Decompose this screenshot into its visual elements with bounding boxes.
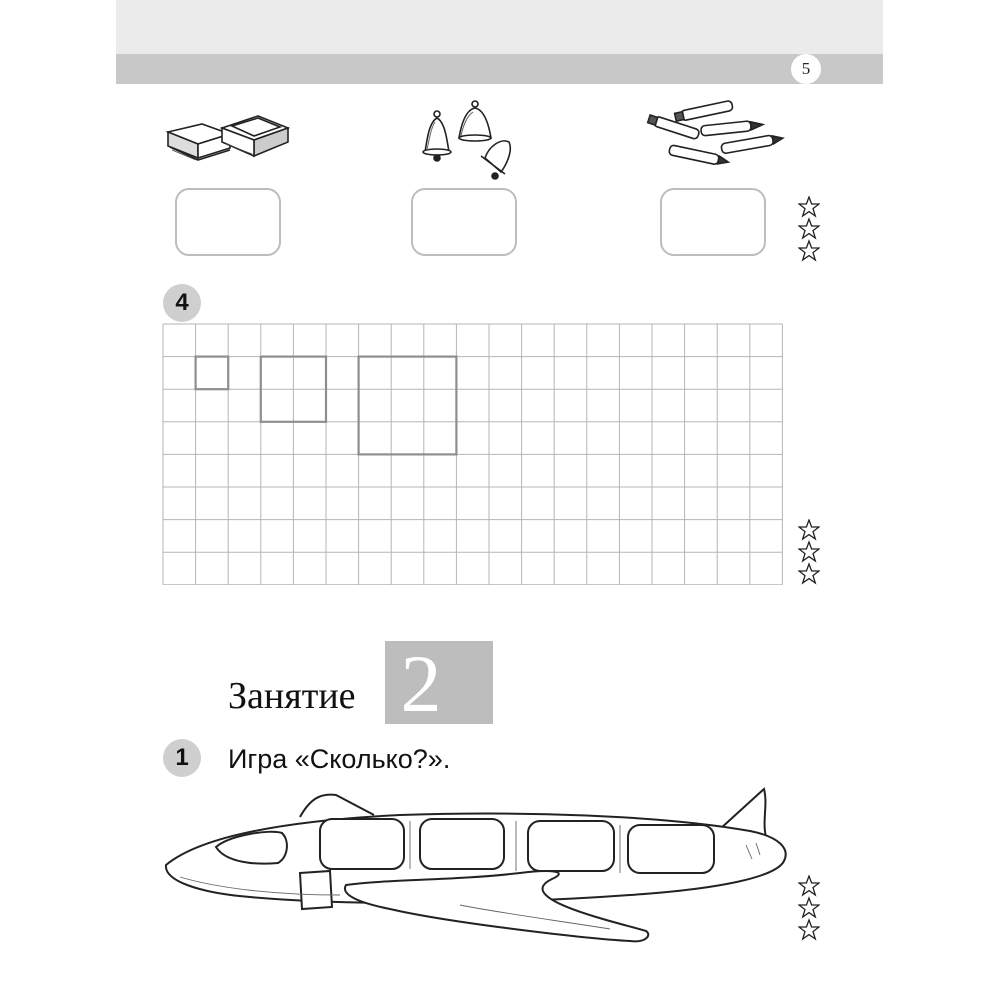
airplane-icon: [160, 785, 790, 947]
page-header: [116, 0, 883, 54]
rating-stars[interactable]: [798, 196, 822, 262]
markers-icon: [645, 100, 785, 175]
star-icon: [799, 520, 819, 539]
star-icon: [799, 920, 819, 939]
star-icon: [799, 197, 819, 216]
star-icon: [799, 219, 819, 238]
books-icon: [160, 112, 295, 172]
rating-stars[interactable]: [798, 875, 822, 941]
star-icon: [799, 898, 819, 917]
task-instruction: Игра «Сколько?».: [228, 744, 451, 774]
lesson-title: Занятие: [228, 675, 356, 717]
lesson-number: 2: [400, 638, 442, 729]
rating-stars[interactable]: [798, 519, 822, 585]
bells-icon: [415, 100, 525, 185]
page-header-bar: [116, 54, 883, 84]
answer-box-bells[interactable]: [411, 188, 517, 256]
grid-paper[interactable]: [162, 323, 784, 585]
star-icon: [799, 542, 819, 561]
star-icon: [799, 876, 819, 895]
sample-square: [196, 357, 229, 390]
answer-box-markers[interactable]: [660, 188, 766, 256]
page-number: 5: [791, 54, 821, 84]
sample-square: [359, 357, 457, 455]
task-number-badge: 1: [163, 739, 201, 777]
task-number-badge: 4: [163, 284, 201, 322]
answer-box-books[interactable]: [175, 188, 281, 256]
star-icon: [799, 564, 819, 583]
star-icon: [799, 241, 819, 260]
